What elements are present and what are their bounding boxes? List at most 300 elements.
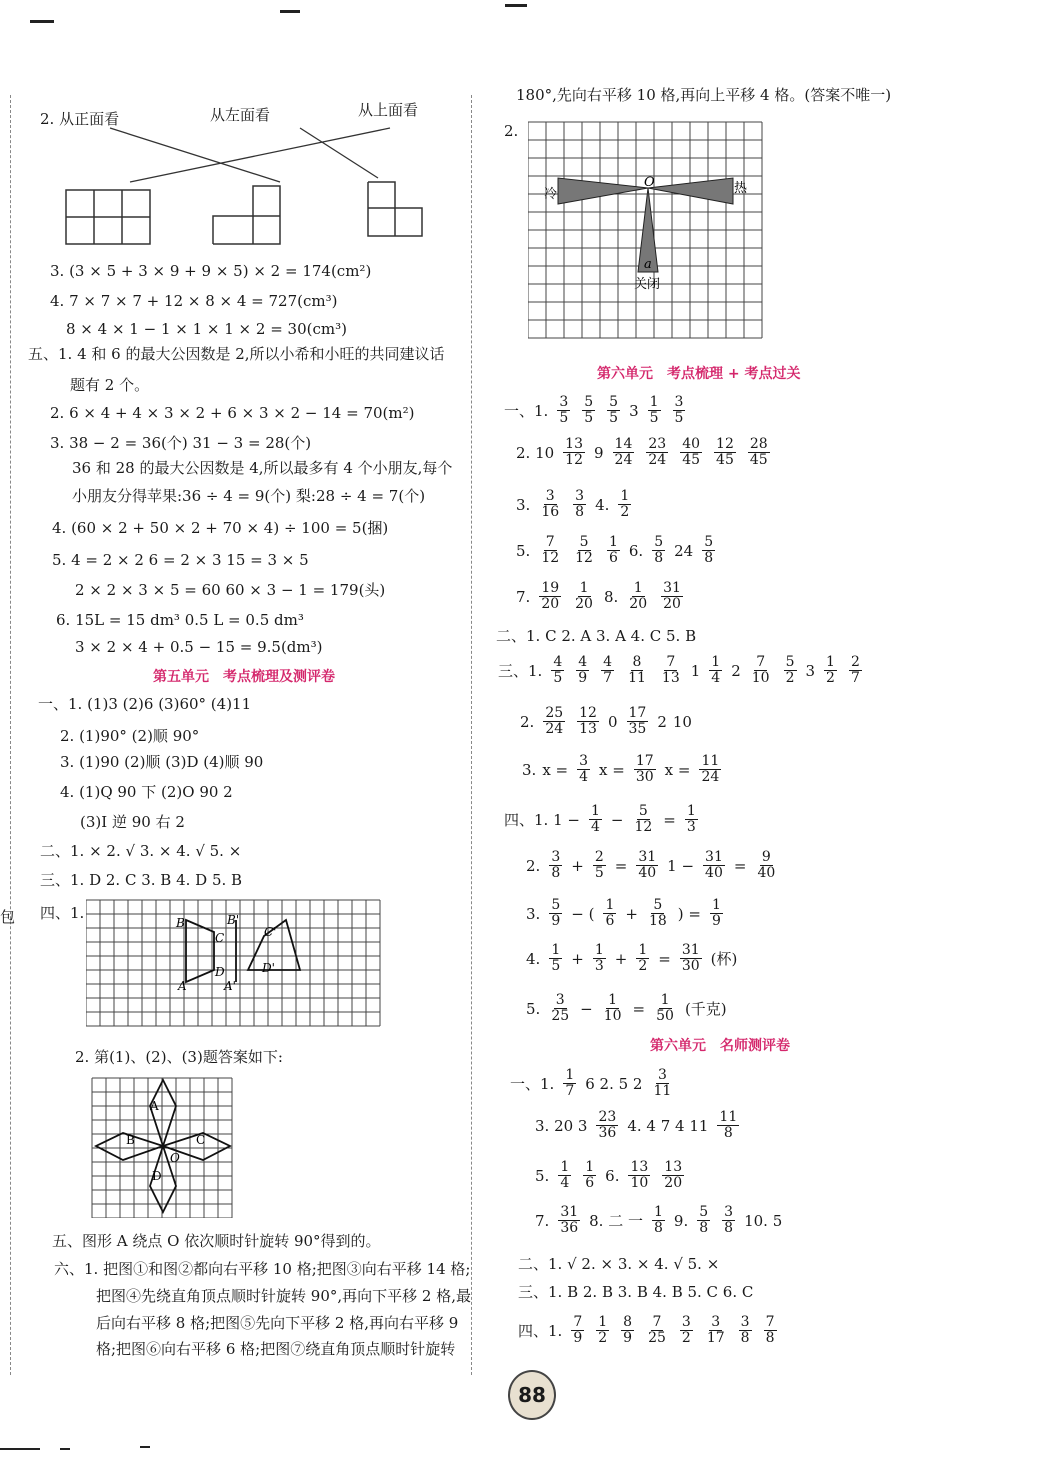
denominator: 45 bbox=[749, 452, 768, 468]
row-token: ) = bbox=[677, 904, 701, 923]
denominator: 8 bbox=[699, 1220, 709, 1236]
left-margin-dashline bbox=[10, 95, 11, 1375]
fraction bbox=[697, 1205, 710, 1236]
numerator: 1 bbox=[654, 1204, 663, 1220]
fraction bbox=[648, 395, 661, 426]
row-prefix: 2. 10 bbox=[516, 443, 555, 462]
grid3-label-cold: 冷 bbox=[544, 187, 558, 202]
answer-c3 bbox=[522, 754, 724, 785]
denominator: 9 bbox=[573, 1330, 583, 1346]
fraction bbox=[549, 898, 562, 929]
numerator: 1 bbox=[608, 992, 618, 1008]
denominator: 9 bbox=[711, 913, 721, 929]
answer-a1 bbox=[504, 395, 688, 426]
numerator: 31 bbox=[663, 580, 681, 596]
answer-u-wu: 五、图形 A 绕点 O 依次顺时针旋转 90°得到的。 bbox=[52, 1232, 381, 1250]
answer-a7 bbox=[516, 581, 686, 612]
numerator: 1 bbox=[565, 1067, 575, 1083]
denominator: 12 bbox=[541, 550, 560, 566]
fraction bbox=[596, 1315, 609, 1346]
denominator: 18 bbox=[648, 913, 667, 929]
numerator: 1 bbox=[686, 803, 696, 819]
answer-a2 bbox=[516, 437, 773, 468]
row-token: 6 2. 5 2 bbox=[585, 1074, 643, 1093]
denominator: 5 bbox=[649, 410, 659, 426]
fraction bbox=[710, 898, 723, 929]
row-token: 3 bbox=[629, 401, 639, 420]
fraction bbox=[662, 1160, 684, 1191]
fraction bbox=[646, 437, 668, 468]
fraction bbox=[680, 1315, 693, 1346]
row-prefix: 3. bbox=[526, 904, 541, 923]
numerator: 3 bbox=[575, 488, 585, 504]
fraction bbox=[557, 395, 570, 426]
answer-u3: 3. (1)90 (2)顺 (3)D (4)顺 90 bbox=[60, 753, 264, 771]
numerator: 3 bbox=[555, 992, 565, 1008]
denominator: 24 bbox=[545, 721, 564, 737]
fraction bbox=[539, 489, 561, 520]
numerator: 7 bbox=[652, 1314, 662, 1330]
row-token: 6. bbox=[605, 1166, 620, 1185]
row-token: = bbox=[658, 949, 671, 968]
grid1-label: C' bbox=[264, 925, 277, 939]
denominator: 30 bbox=[681, 958, 700, 974]
numerator: 19 bbox=[541, 580, 560, 596]
numerator: 3 bbox=[674, 394, 684, 410]
row-token: = bbox=[614, 856, 628, 875]
row-prefix: 一、1. bbox=[504, 402, 549, 420]
fraction bbox=[558, 1205, 580, 1236]
denominator: 10 bbox=[751, 670, 770, 686]
fraction bbox=[558, 1160, 571, 1191]
fraction bbox=[602, 993, 624, 1024]
fraction bbox=[576, 655, 589, 686]
fraction bbox=[824, 655, 837, 686]
fraction bbox=[601, 655, 614, 686]
numerator: 1 bbox=[585, 1159, 595, 1175]
denominator: 24 bbox=[614, 452, 633, 468]
numerator: 40 bbox=[682, 436, 701, 452]
numerator: 1 bbox=[633, 580, 643, 596]
denominator: 25 bbox=[551, 1008, 570, 1024]
fraction bbox=[849, 655, 862, 686]
row-token: = bbox=[632, 999, 646, 1018]
fraction bbox=[583, 1160, 596, 1191]
denominator: 6 bbox=[608, 550, 618, 566]
fraction bbox=[618, 489, 631, 520]
top-view-label: 从上面看 bbox=[358, 101, 419, 119]
answer-u-liu4: 格;把图⑥向右平移 6 格;把图⑦绕直角顶点顺时针旋转 bbox=[96, 1340, 456, 1358]
grid1-label: D' bbox=[262, 961, 275, 975]
fraction bbox=[703, 850, 725, 881]
denominator: 45 bbox=[682, 452, 701, 468]
denominator: 6 bbox=[605, 913, 615, 929]
numerator: 25 bbox=[545, 705, 564, 721]
grid2-label: C bbox=[196, 1133, 206, 1147]
denominator: 6 bbox=[585, 1175, 595, 1191]
numerator: 1 bbox=[579, 580, 589, 596]
numerator: 5 bbox=[704, 534, 714, 550]
numerator: 13 bbox=[664, 1159, 683, 1175]
bottom-mark bbox=[0, 1448, 40, 1450]
fraction bbox=[660, 655, 682, 686]
fraction bbox=[573, 489, 586, 520]
fraction bbox=[764, 1315, 777, 1346]
numerator: 31 bbox=[705, 849, 723, 865]
answer-d5 bbox=[526, 993, 727, 1024]
row-prefix: 四、1. 1 − bbox=[504, 811, 580, 829]
denominator: 8 bbox=[575, 504, 585, 520]
answer-u-san: 三、1. D 2. C 3. B 4. D 5. B bbox=[40, 871, 243, 889]
fraction bbox=[549, 850, 562, 881]
numerator: 5 bbox=[653, 897, 663, 913]
row-prefix: 2. bbox=[526, 856, 541, 875]
numerator: 1 bbox=[660, 992, 670, 1008]
row-token: 9 bbox=[594, 443, 604, 462]
denominator: 8 bbox=[654, 550, 664, 566]
fraction bbox=[702, 535, 715, 566]
unit5-title: 第五单元 考点梳理及测评卷 bbox=[153, 669, 335, 685]
page-number: 88 bbox=[518, 1383, 546, 1407]
numerator: 3 bbox=[740, 1314, 750, 1330]
answer-u2: 2. (1)90° (2)顺 90° bbox=[60, 727, 200, 745]
answer-u-liu3: 后向右平移 8 格;把图⑤先向下平移 2 格,再向右平移 9 bbox=[96, 1314, 459, 1332]
row-prefix: 7. bbox=[535, 1211, 550, 1230]
numerator: 17 bbox=[628, 705, 647, 721]
fraction bbox=[636, 943, 649, 974]
answer-e5 bbox=[535, 1160, 687, 1191]
row-token: + bbox=[571, 856, 584, 875]
fraction bbox=[582, 395, 595, 426]
numerator: 1 bbox=[638, 942, 648, 958]
numerator: 4 bbox=[553, 654, 563, 670]
denominator: 8 bbox=[765, 1330, 775, 1346]
answer-u-si2: 2. 第(1)、(2)、(3)题答案如下: bbox=[75, 1048, 283, 1066]
fraction bbox=[748, 437, 770, 468]
numerator: 7 bbox=[545, 534, 555, 550]
denominator: 20 bbox=[575, 596, 593, 612]
row-token: = bbox=[663, 810, 676, 829]
answer-w6: 6. 15L = 15 dm³ 0.5 L = 0.5 dm³ bbox=[56, 611, 304, 629]
numerator: 12 bbox=[716, 436, 734, 452]
answer-f1: 二、1. √ 2. × 3. × 4. √ 5. × bbox=[518, 1255, 720, 1273]
numerator: 1 bbox=[594, 942, 604, 958]
row-prefix: 5. bbox=[516, 541, 531, 560]
numerator: 1 bbox=[605, 897, 615, 913]
fraction bbox=[750, 655, 772, 686]
denominator: 8 bbox=[704, 550, 714, 566]
answer-w5b: 2 × 2 × 3 × 5 = 60 60 × 3 − 1 = 179(头) bbox=[75, 581, 386, 599]
numerator: 7 bbox=[573, 1314, 583, 1330]
numerator: 3 bbox=[681, 1314, 691, 1330]
answer-g1: 三、1. B 2. B 3. B 4. B 5. C 6. C bbox=[518, 1283, 754, 1301]
answer-u-er: 二、1. × 2. √ 3. × 4. √ 5. × bbox=[40, 842, 242, 860]
denominator: 10 bbox=[630, 1175, 649, 1191]
denominator: 20 bbox=[629, 596, 648, 612]
denominator: 4 bbox=[590, 819, 600, 835]
fraction bbox=[755, 850, 777, 881]
denominator: 7 bbox=[603, 670, 613, 686]
fraction bbox=[654, 993, 676, 1024]
denominator: 13 bbox=[579, 721, 597, 737]
grid3-label-o: O bbox=[644, 175, 655, 190]
denominator: 8 bbox=[551, 865, 561, 881]
fraction bbox=[636, 850, 658, 881]
grid1-label: C bbox=[215, 931, 225, 945]
row-token: 2 bbox=[731, 661, 741, 680]
corner-mark bbox=[280, 10, 300, 13]
denominator: 2 bbox=[681, 1330, 691, 1346]
fraction bbox=[621, 1315, 634, 1346]
numerator: 23 bbox=[648, 436, 667, 452]
denominator: 8 bbox=[654, 1220, 663, 1236]
row-token: = bbox=[733, 856, 747, 875]
numerator: 2 bbox=[850, 654, 860, 670]
fraction bbox=[652, 1205, 665, 1236]
numerator: 7 bbox=[765, 1314, 775, 1330]
grid1-label: D bbox=[215, 965, 225, 979]
row-prefix: 4. bbox=[526, 949, 541, 968]
denominator: 40 bbox=[638, 865, 657, 881]
numerator: 1 bbox=[711, 897, 721, 913]
numerator: 1 bbox=[711, 654, 721, 670]
views-item-label: 2. 从正面看 bbox=[40, 110, 120, 128]
numerator: 11 bbox=[719, 1109, 738, 1125]
grid1-label: B' bbox=[227, 913, 240, 927]
row-token: 1 − bbox=[667, 856, 695, 875]
answer-w3b: 36 和 28 的最大公因数是 4,所以最多有 4 个小朋友,每个 bbox=[72, 459, 453, 477]
denominator: 2 bbox=[638, 958, 648, 974]
denominator: 9 bbox=[551, 913, 561, 929]
answer-u-si: 四、1. bbox=[40, 904, 85, 922]
numerator: 5 bbox=[584, 394, 594, 410]
denominator: 2 bbox=[620, 504, 630, 520]
fraction bbox=[571, 1315, 584, 1346]
denominator: 10 bbox=[603, 1008, 622, 1024]
unit6b-title: 第六单元 名师测评卷 bbox=[650, 1038, 790, 1054]
answer-l3: 3. (3 × 5 + 3 × 9 + 9 × 5) × 2 = 174(cm²) bbox=[50, 262, 372, 280]
denominator: 3 bbox=[594, 958, 604, 974]
numerator: 13 bbox=[565, 436, 583, 452]
row-token: 4. 4 7 4 11 bbox=[627, 1116, 709, 1135]
fraction bbox=[539, 581, 561, 612]
numerator: 7 bbox=[756, 654, 766, 670]
grid2-label: D bbox=[152, 1169, 162, 1183]
numerator: 31 bbox=[638, 849, 657, 865]
denominator: 2 bbox=[785, 670, 795, 686]
row-prefix: 7. bbox=[516, 587, 531, 606]
denominator: 13 bbox=[661, 670, 680, 686]
grid2-label: O bbox=[170, 1151, 180, 1165]
numerator: 3 bbox=[559, 394, 569, 410]
fraction bbox=[651, 1068, 673, 1099]
denominator: 5 bbox=[594, 865, 604, 881]
denominator: 8 bbox=[724, 1220, 734, 1236]
fraction bbox=[646, 1315, 668, 1346]
denominator: 2 bbox=[826, 670, 835, 686]
denominator: 30 bbox=[635, 769, 654, 785]
corner-mark bbox=[30, 20, 54, 23]
row-token: − bbox=[610, 810, 624, 829]
row-token: x = bbox=[542, 760, 569, 779]
answer-a5 bbox=[516, 535, 718, 566]
numerator: 3 bbox=[724, 1204, 734, 1220]
fraction bbox=[607, 535, 620, 566]
row-token: 24 bbox=[674, 541, 694, 560]
answer-u4: 4. (1)Q 90 下 (2)O 90 2 bbox=[60, 783, 233, 801]
fraction bbox=[577, 754, 590, 785]
fraction bbox=[673, 395, 686, 426]
fraction bbox=[652, 535, 665, 566]
answer-b1: 二、1. C 2. A 3. A 4. C 5. B bbox=[496, 627, 697, 645]
row-prefix: 3. bbox=[516, 495, 531, 514]
answer-c1 bbox=[498, 655, 865, 686]
fraction bbox=[627, 581, 649, 612]
answer-u-liu1: 六、1. 把图①和图②都向右平移 10 格;把图③向右平移 14 格; bbox=[54, 1260, 471, 1278]
fraction bbox=[685, 804, 698, 835]
answer-e7 bbox=[535, 1205, 782, 1236]
fraction bbox=[647, 898, 669, 929]
unit6a-title: 第六单元 考点梳理 + 考点过关 bbox=[597, 366, 801, 382]
denominator: 5 bbox=[674, 410, 684, 426]
denominator: 8 bbox=[740, 1330, 750, 1346]
numerator: 1 bbox=[826, 654, 835, 670]
row-prefix: 3. bbox=[522, 760, 537, 779]
numerator: 5 bbox=[638, 803, 648, 819]
fraction bbox=[551, 655, 564, 686]
denominator: 3 bbox=[686, 819, 696, 835]
row-token: 9. bbox=[673, 1211, 689, 1230]
answer-a3 bbox=[516, 489, 634, 520]
denominator: 4 bbox=[560, 1175, 570, 1191]
numerator: 3 bbox=[579, 753, 589, 769]
row-token: + bbox=[625, 904, 638, 923]
denominator: 5 bbox=[584, 410, 594, 426]
grid2-label: A bbox=[150, 1099, 159, 1113]
denominator: 11 bbox=[628, 670, 646, 686]
row-token: x = bbox=[664, 760, 691, 779]
denominator: 7 bbox=[565, 1083, 575, 1099]
fraction bbox=[596, 1110, 618, 1141]
row-token: − ( bbox=[571, 904, 595, 923]
answer-d2 bbox=[526, 850, 780, 881]
grid1-label: B bbox=[176, 916, 185, 930]
denominator: 20 bbox=[541, 596, 560, 612]
answer-l4: 4. 7 × 7 × 7 + 12 × 8 × 4 = 727(cm³) bbox=[50, 292, 338, 310]
rotation-grid bbox=[90, 1076, 242, 1218]
row-token: − bbox=[580, 999, 593, 1018]
numerator: 5 bbox=[699, 1204, 709, 1220]
corner-mark bbox=[505, 4, 527, 7]
answer-item2: 2. bbox=[504, 122, 519, 140]
row-token: 8. bbox=[603, 587, 619, 606]
fraction bbox=[628, 1160, 650, 1191]
answer-u-liu2: 把图④先绕直角顶点顺时针旋转 90°,再向下平移 2 格,最 bbox=[96, 1287, 471, 1305]
fraction bbox=[607, 395, 620, 426]
row-token: + bbox=[614, 949, 628, 968]
numerator: 23 bbox=[598, 1109, 617, 1125]
fraction bbox=[680, 437, 702, 468]
denominator: 20 bbox=[663, 596, 681, 612]
grid3-label-hot: 热 bbox=[734, 181, 748, 196]
fraction bbox=[549, 943, 562, 974]
numerator: 11 bbox=[701, 753, 720, 769]
fraction bbox=[632, 804, 654, 835]
fraction bbox=[634, 754, 656, 785]
row-token: 10 bbox=[672, 712, 692, 731]
row-prefix: 5. bbox=[535, 1166, 550, 1185]
denominator: 45 bbox=[716, 452, 734, 468]
denominator: 12 bbox=[565, 452, 583, 468]
denominator: 40 bbox=[705, 865, 723, 881]
answer-w1: 五、1. 4 和 6 的最大公因数是 2,所以小希和小旺的共同建议话 bbox=[28, 345, 445, 363]
row-prefix: 一、1. bbox=[510, 1075, 555, 1093]
row-token: 10. 5 bbox=[744, 1211, 783, 1230]
numerator: 3 bbox=[551, 849, 561, 865]
numerator: 8 bbox=[632, 654, 642, 670]
denominator: 17 bbox=[706, 1330, 725, 1346]
fraction bbox=[784, 655, 797, 686]
denominator: 2 bbox=[598, 1330, 608, 1346]
denominator: 8 bbox=[723, 1125, 733, 1141]
answer-h1 bbox=[518, 1315, 780, 1346]
denominator: 12 bbox=[575, 550, 593, 566]
fraction bbox=[573, 535, 595, 566]
answer-u1: 一、1. (1)3 (2)6 (3)60° (4)11 bbox=[38, 695, 252, 713]
denominator: 50 bbox=[656, 1008, 674, 1024]
fraction bbox=[627, 706, 649, 737]
answer-w4: 4. (60 × 2 + 50 × 2 + 70 × 4) ÷ 100 = 5(捆) bbox=[52, 519, 389, 537]
row-prefix: 3. 20 3 bbox=[535, 1116, 588, 1135]
fraction bbox=[613, 437, 635, 468]
fraction bbox=[603, 898, 616, 929]
row-token: (杯) bbox=[710, 950, 738, 968]
denominator: 36 bbox=[560, 1220, 579, 1236]
answer-w1b: 题有 2 个。 bbox=[70, 376, 150, 394]
fraction bbox=[705, 1315, 727, 1346]
answer-u4b: (3)I 逆 90 右 2 bbox=[80, 813, 185, 831]
numerator: 31 bbox=[681, 942, 700, 958]
row-prefix: 5. bbox=[526, 999, 541, 1018]
translation-grid bbox=[86, 898, 382, 1028]
denominator: 7 bbox=[850, 670, 860, 686]
answer-e1 bbox=[510, 1068, 676, 1099]
row-token: 3 bbox=[805, 661, 816, 680]
numerator: 4 bbox=[603, 654, 613, 670]
denominator: 11 bbox=[653, 1083, 672, 1099]
fraction bbox=[661, 581, 683, 612]
numerator: 3 bbox=[545, 488, 555, 504]
fraction bbox=[709, 655, 722, 686]
fraction bbox=[626, 655, 648, 686]
row-prefix: 四、1. bbox=[518, 1322, 563, 1340]
grid3-label-a: a bbox=[644, 257, 652, 272]
numerator: 12 bbox=[579, 705, 597, 721]
denominator: 5 bbox=[553, 670, 563, 686]
row-token: 1 bbox=[690, 661, 701, 680]
numerator: 5 bbox=[551, 897, 561, 913]
numerator: 1 bbox=[551, 942, 561, 958]
row-prefix: 三、1. bbox=[498, 662, 543, 680]
numerator: 5 bbox=[579, 534, 589, 550]
denominator: 36 bbox=[598, 1125, 617, 1141]
fraction bbox=[539, 535, 561, 566]
numerator: 2 bbox=[594, 849, 604, 865]
answer-d1 bbox=[504, 804, 701, 835]
numerator: 1 bbox=[590, 803, 600, 819]
center-divider-dashline bbox=[471, 95, 472, 1375]
numerator: 9 bbox=[761, 849, 771, 865]
